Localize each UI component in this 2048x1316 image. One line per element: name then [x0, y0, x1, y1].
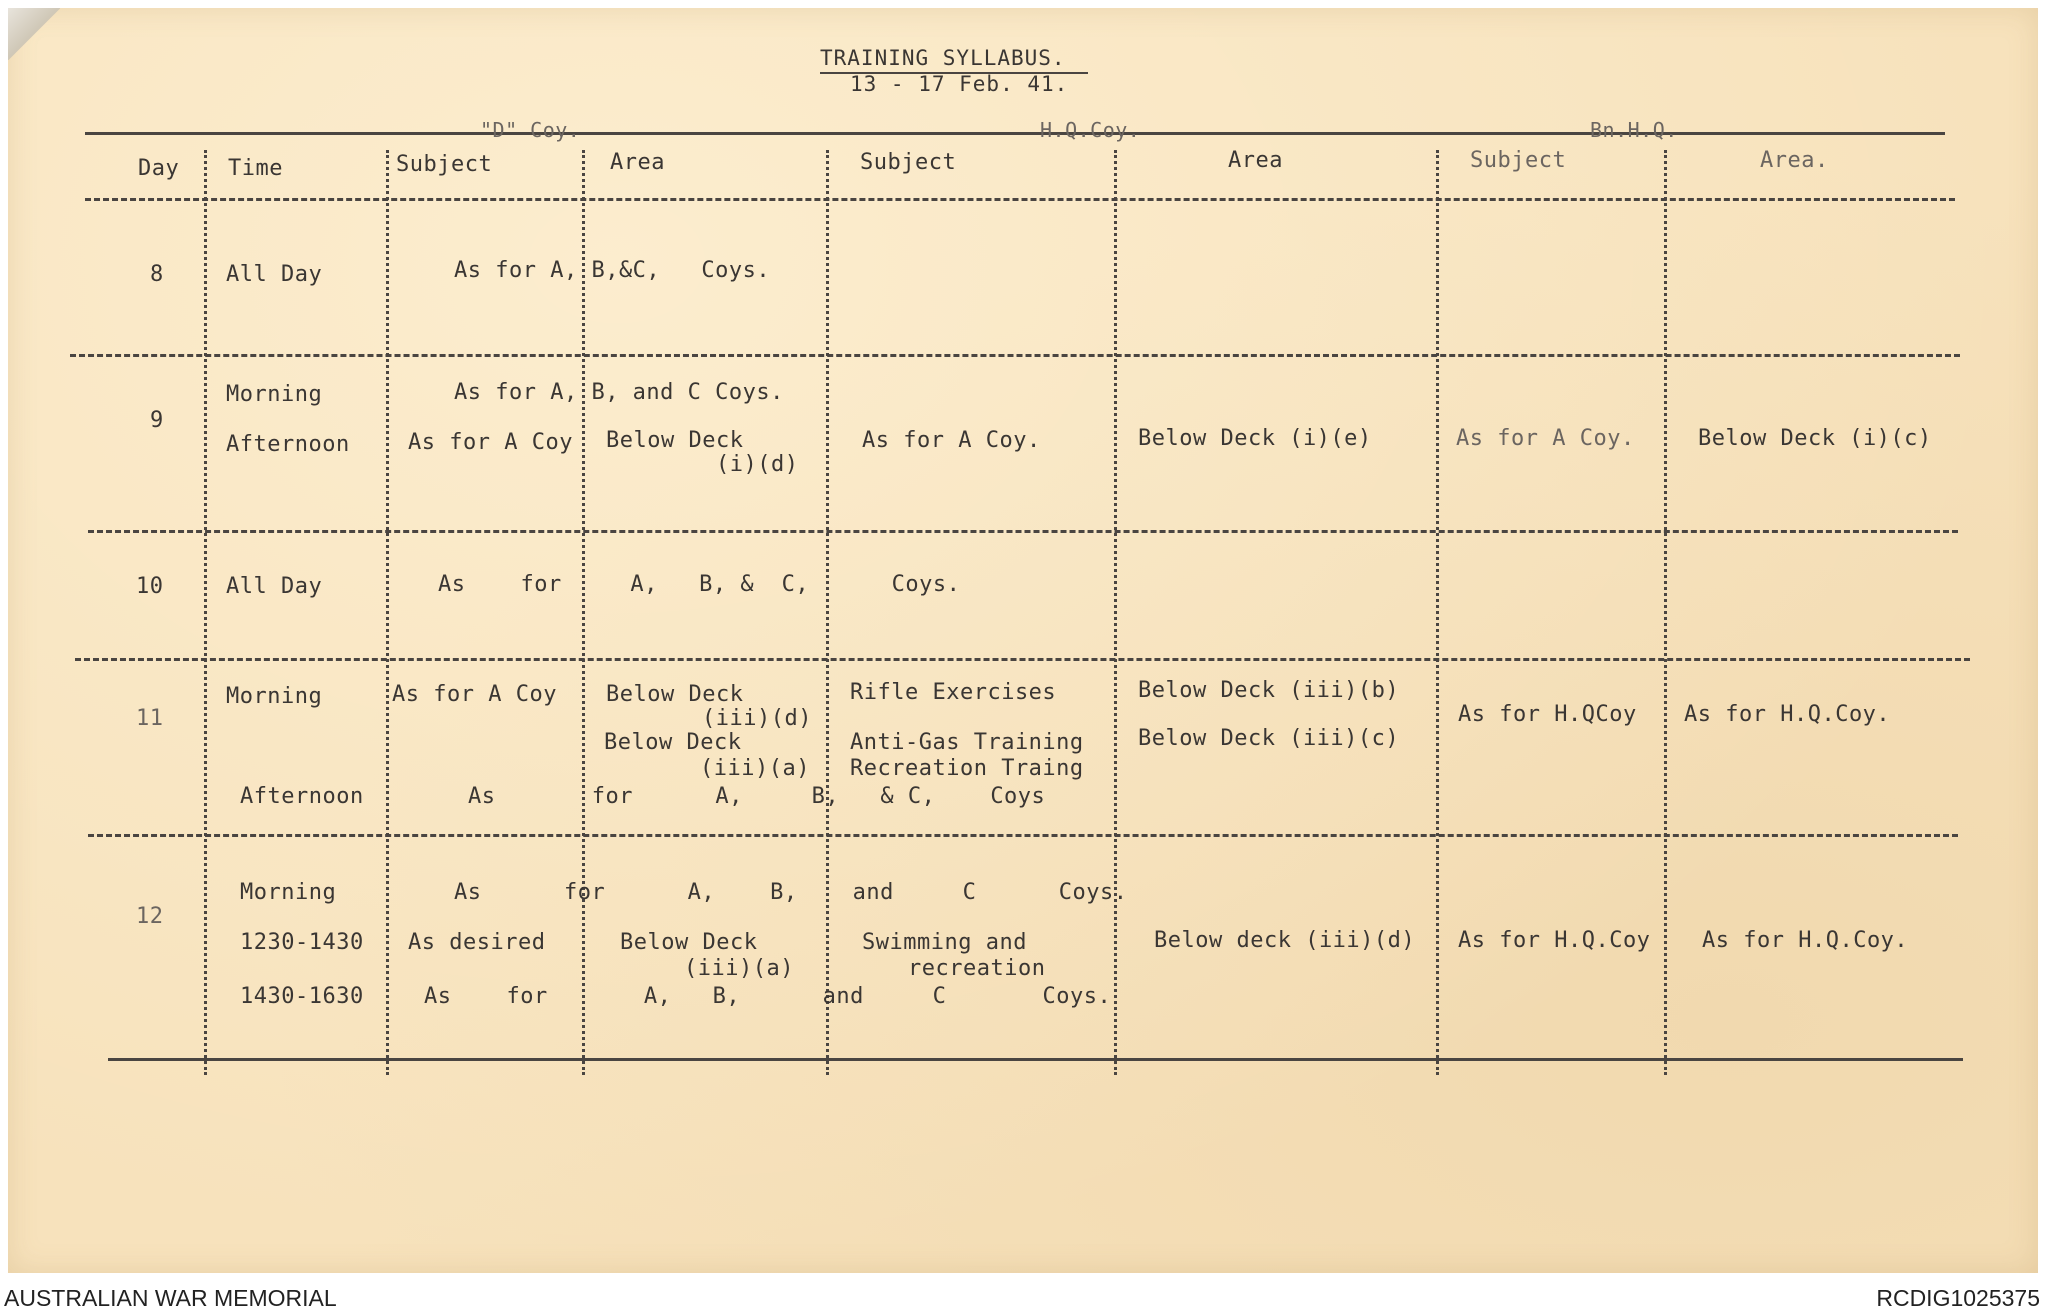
group-header-d-coy: "D" Coy.: [480, 118, 581, 142]
row-11-d-area-2: (iii)(d): [702, 706, 812, 731]
row-12-d-area-2: (iii)(a): [684, 956, 794, 981]
row-10-time: All Day: [226, 574, 323, 599]
row-11-hq-area-2: Below Deck (iii)(c): [1138, 726, 1400, 751]
row-9-bn-subject: As for A Coy.: [1456, 426, 1635, 451]
row-8-time: All Day: [226, 262, 323, 287]
col-sep-hq-area: [1436, 150, 1439, 1075]
row-11-time-morning: Morning: [226, 684, 323, 709]
row-rule-11: [88, 834, 1958, 837]
row-9-d-area-1: Below Deck: [606, 428, 744, 453]
row-9-d-subject: As for A Coy: [408, 430, 573, 455]
row-9-hq-area: Below Deck (i)(e): [1138, 426, 1372, 451]
row-9-time-morning: Morning: [226, 382, 323, 407]
header-rule: [85, 198, 1955, 201]
col-header-bn-subject: Subject: [1470, 148, 1567, 173]
row-11-hq-area-1: Below Deck (iii)(b): [1138, 678, 1400, 703]
col-sep-hq-subject: [1114, 150, 1117, 1075]
row-12-day: 12: [136, 904, 164, 929]
row-9-time-afternoon: Afternoon: [226, 432, 350, 457]
group-header-bn-hq: Bn.H.Q.: [1590, 118, 1678, 142]
col-header-day: Day: [138, 156, 180, 181]
row-9-bn-area: Below Deck (i)(c): [1698, 426, 1932, 451]
row-11-d-area-4: (iii)(a): [700, 756, 810, 781]
row-12-bn-area: As for H.Q.Coy.: [1702, 928, 1909, 953]
row-11-hq-subject-2: Anti-Gas Training: [850, 730, 1084, 755]
footer-source: AUSTRALIAN WAR MEMORIAL: [4, 1285, 337, 1311]
row-8-text: As for A, B,&C, Coys.: [454, 258, 771, 283]
folded-corner: [8, 8, 60, 60]
row-rule-10: [75, 658, 1970, 661]
row-12-hq-subject-1: Swimming and: [862, 930, 1027, 955]
row-9-day: 9: [150, 408, 164, 433]
col-header-bn-area: Area.: [1760, 148, 1829, 173]
footer-id: RCDIG1025375: [1876, 1285, 2040, 1311]
row-10-day: 10: [136, 574, 164, 599]
row-12-bn-subject: As for H.Q.Coy: [1458, 928, 1651, 953]
row-12-hq-subject-2: recreation: [908, 956, 1046, 981]
col-sep-d-area: [826, 150, 829, 1075]
row-9-morning-text: As for A, B, and C Coys.: [454, 380, 784, 405]
col-header-hq-area: Area: [1228, 148, 1283, 173]
row-12-time-midday: 1230-1430: [240, 930, 364, 955]
row-9-d-area-2: (i)(d): [716, 452, 799, 477]
col-sep-d-subject: [582, 150, 585, 1075]
col-header-hq-subject: Subject: [860, 150, 957, 175]
row-11-bn-subject: As for H.QCoy: [1458, 702, 1637, 727]
row-8-day: 8: [150, 262, 164, 287]
row-9-hq-subject: As for A Coy.: [862, 428, 1041, 453]
col-header-d-area: Area: [610, 150, 665, 175]
row-12-morning-text: As for A, B, and C Coys.: [454, 880, 1128, 905]
group-header-hq-coy: H.Q.Coy.: [1040, 118, 1141, 142]
row-12-time-morning: Morning: [240, 880, 337, 905]
col-sep-bn-subject: [1664, 150, 1667, 1075]
row-11-hq-subject-1: Rifle Exercises: [850, 680, 1057, 705]
row-rule-8: [70, 354, 1960, 357]
document-subtitle: 13 - 17 Feb. 41.: [850, 72, 1069, 96]
row-11-bn-area: As for H.Q.Coy.: [1684, 702, 1891, 727]
row-12-late-text: As for A, B, and C Coys.: [424, 984, 1112, 1009]
row-11-time-afternoon: Afternoon: [240, 784, 364, 809]
col-sep-time: [386, 150, 389, 1075]
row-11-day: 11: [136, 706, 164, 731]
row-12-hq-area: Below deck (iii)(d): [1154, 928, 1416, 953]
row-11-afternoon-text: As for A, B, & C, Coys: [468, 784, 1046, 809]
row-11-d-subject: As for A Coy: [392, 682, 557, 707]
row-11-hq-subject-3: Recreation Traing: [850, 756, 1084, 781]
row-10-text: As for A, B, & C, Coys.: [438, 572, 961, 597]
col-header-d-subject: Subject: [396, 152, 493, 177]
title-underline: [820, 72, 1088, 74]
row-11-d-area-1: Below Deck: [606, 682, 744, 707]
document-title: TRAINING SYLLABUS.: [820, 46, 1066, 70]
row-12-time-late: 1430-1630: [240, 984, 364, 1009]
col-sep-day: [204, 150, 207, 1075]
row-12-d-area-1: Below Deck: [620, 930, 758, 955]
row-12-d-subject: As desired: [408, 930, 546, 955]
row-11-d-area-3: Below Deck: [604, 730, 756, 755]
col-header-time: Time: [228, 156, 283, 181]
row-rule-9: [88, 530, 1958, 533]
